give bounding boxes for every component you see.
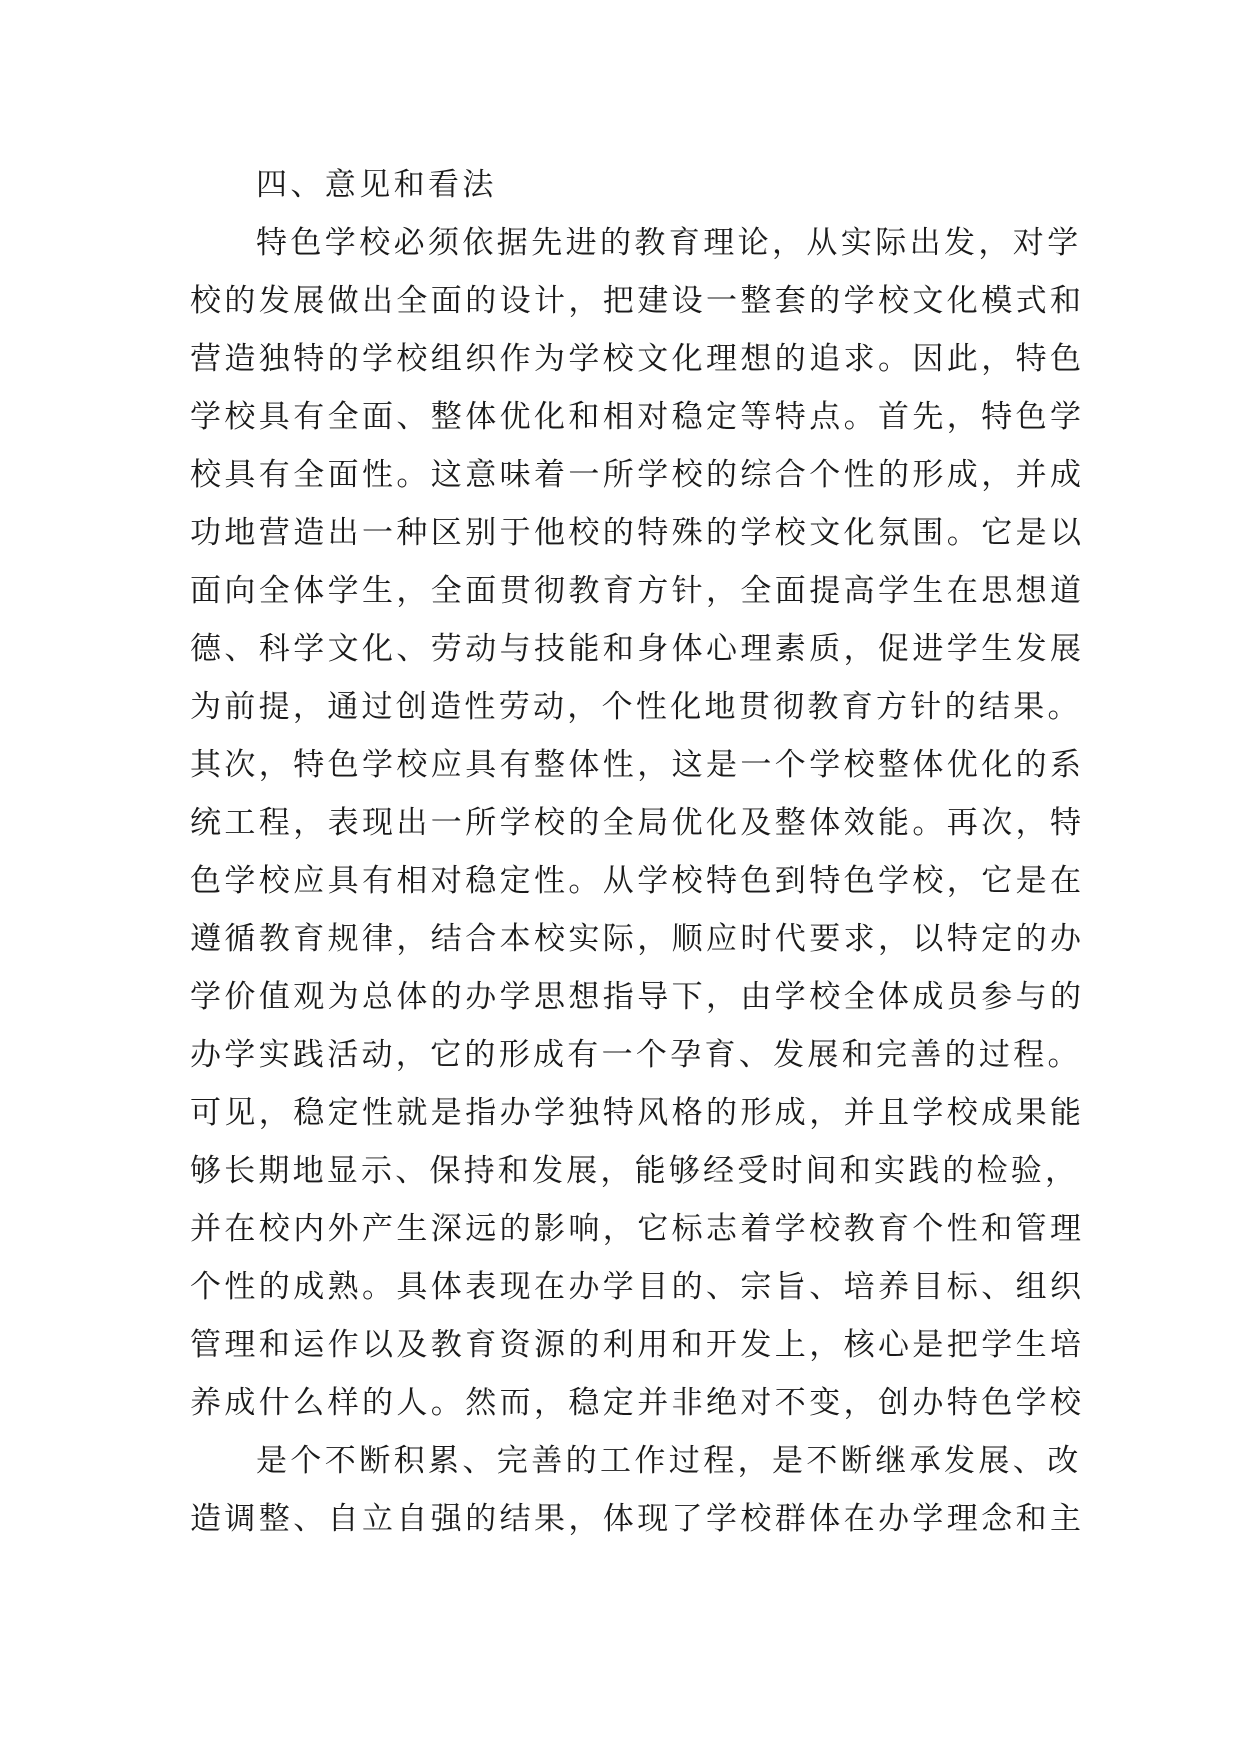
text-line: 并在校内外产生深远的影响，它标志着学校教育个性和管理	[190, 1211, 1085, 1247]
text-line: 够长期地显示、保持和发展，能够经受时间和实践的检验，	[190, 1153, 1080, 1189]
text-line: 校具有全面性。这意味着一所学校的综合个性的形成，并成	[190, 457, 1085, 493]
text-line: 其次，特色学校应具有整体性，这是一个学校整体优化的系	[190, 747, 1085, 783]
text-line: 为前提，通过创造性劳动，个性化地贯彻教育方针的结果。	[190, 689, 1082, 725]
text-line: 个性的成熟。具体表现在办学目的、宗旨、培养目标、组织	[190, 1269, 1085, 1305]
text-line: 管理和运作以及教育资源的利用和开发上，核心是把学生培	[190, 1327, 1085, 1363]
text-line: 面向全体学生，全面贯彻教育方针，全面提高学生在思想道	[190, 573, 1085, 609]
text-line: 营造独特的学校组织作为学校文化理想的追求。因此，特色	[190, 341, 1085, 377]
text-line: 统工程，表现出一所学校的全局优化及整体效能。再次，特	[190, 805, 1085, 841]
text-line: 学价值观为总体的办学思想指导下，由学校全体成员参与的	[190, 979, 1085, 1015]
text-line: 特色学校必须依据先进的教育理论，从实际出发，对学	[256, 225, 1082, 261]
text-line: 造调整、自立自强的结果，体现了学校群体在办学理念和主	[190, 1501, 1085, 1537]
text-line: 色学校应具有相对稳定性。从学校特色到特色学校，它是在	[190, 863, 1085, 899]
text-line: 养成什么样的人。然而，稳定并非绝对不变，创办特色学校	[190, 1385, 1085, 1421]
text-line: 德、科学文化、劳动与技能和身体心理素质，促进学生发展	[190, 631, 1085, 667]
text-line: 功地营造出一种区别于他校的特殊的学校文化氛围。它是以	[190, 515, 1085, 551]
text-line: 可见，稳定性就是指办学独特风格的形成，并且学校成果能	[190, 1095, 1085, 1131]
text-line: 遵循教育规律，结合本校实际，顺应时代要求，以特定的办	[190, 921, 1085, 957]
section-heading: 四、意见和看法	[256, 167, 497, 203]
text-line: 学校具有全面、整体优化和相对稳定等特点。首先，特色学	[190, 399, 1085, 435]
text-line: 校的发展做出全面的设计，把建设一整套的学校文化模式和	[190, 283, 1085, 319]
text-line: 是个不断积累、完善的工作过程，是不断继承发展、改	[256, 1443, 1082, 1479]
text-line: 办学实践活动，它的形成有一个孕育、发展和完善的过程。	[190, 1037, 1082, 1073]
